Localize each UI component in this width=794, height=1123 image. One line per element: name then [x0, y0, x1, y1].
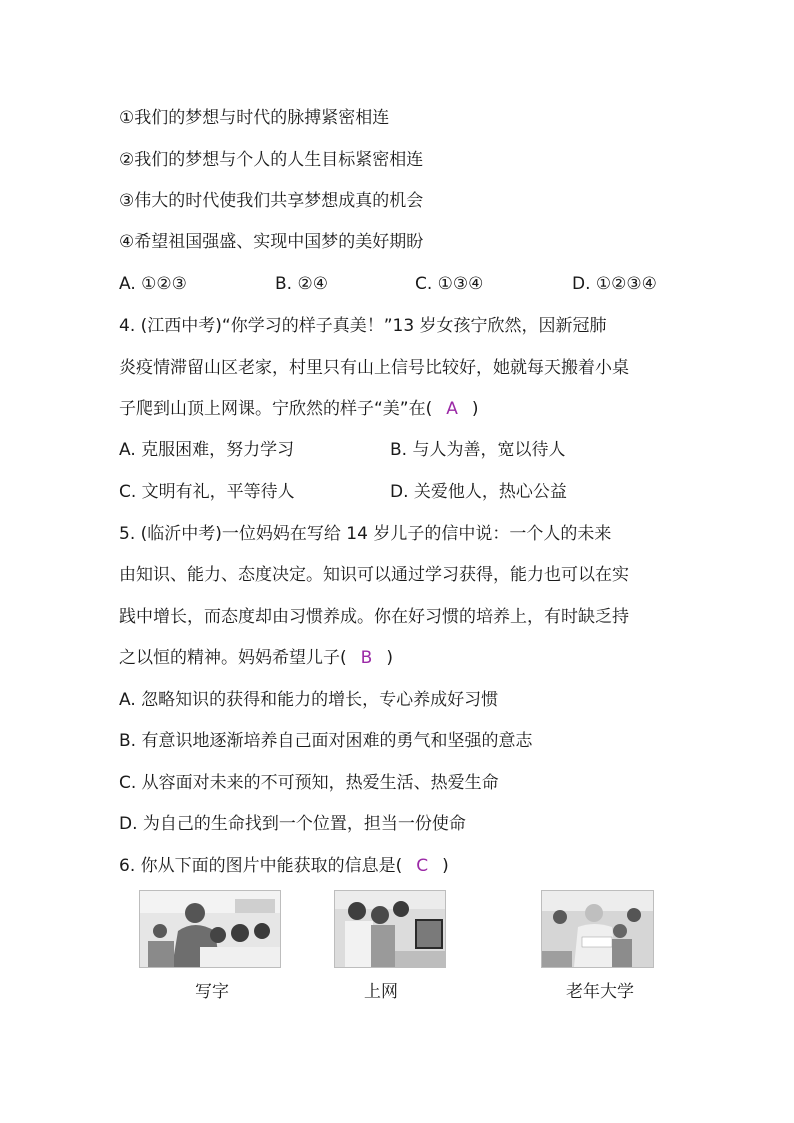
- statement-2: ②我们的梦想与个人的人生目标紧密相连: [119, 150, 424, 170]
- q4-line-1: 4. (江西中考)“你学习的样子真美！”13 岁女孩宁欣然，因新冠肺: [119, 316, 607, 336]
- q6-stem: [119, 854, 449, 878]
- q5-option-c: C. 从容面对未来的不可预知，热爱生活、热爱生命: [119, 773, 499, 793]
- q3-option-d: D. ①②③④: [572, 274, 657, 294]
- q4-option-d: D. 关爱他人，热心公益: [390, 482, 567, 502]
- q3-option-a: A. ①②③: [119, 274, 187, 294]
- q5-option-b: B. 有意识地逐渐培养自己面对困难的勇气和坚强的意志: [119, 731, 533, 751]
- q4-line-3: [119, 397, 479, 421]
- q5-option-d: D. 为自己的生命找到一个位置，担当一份使命: [119, 814, 466, 834]
- q5-paren-close: ): [386, 648, 393, 668]
- q3-option-c: C. ①③④: [415, 274, 484, 294]
- internet-photo: [334, 890, 446, 968]
- writing-photo: [139, 890, 281, 968]
- q5-line-3: 践中增长，而态度却由习惯养成。你在好习惯的培养上，有时缺乏持: [119, 607, 629, 627]
- q4-answer: A: [446, 399, 458, 419]
- q5-option-a: A. 忽略知识的获得和能力的增长，专心养成好习惯: [119, 690, 499, 710]
- q6-answer: C: [416, 856, 429, 876]
- q4-stem-end: 子爬到山顶上网课。宁欣然的样子“美”在(: [119, 399, 433, 419]
- statement-1: ①我们的梦想与时代的脉搏紧密相连: [119, 108, 390, 128]
- statement-3: ③伟大的时代使我们共享梦想成真的机会: [119, 191, 424, 211]
- q6-stem-text: 6. 你从下面的图片中能获取的信息是(: [119, 856, 403, 876]
- q4-option-c: C. 文明有礼，平等待人: [119, 482, 295, 502]
- q5-line-2: 由知识、能力、态度决定。知识可以通过学习获得，能力也可以在实: [119, 565, 629, 585]
- q4-option-b: B. 与人为善，宽以待人: [390, 440, 566, 460]
- q5-stem-end: 之以恒的精神。妈妈希望儿子(: [119, 648, 347, 668]
- q6-paren-close: ): [442, 856, 449, 876]
- caption-internet: 上网: [364, 982, 398, 1002]
- q3-option-b: B. ②④: [275, 274, 328, 294]
- statement-4: ④希望祖国强盛、实现中国梦的美好期盼: [119, 232, 424, 252]
- senior-university-photo: [541, 890, 654, 968]
- q5-line-1: 5. (临沂中考)一位妈妈在写给 14 岁儿子的信中说：一个人的未来: [119, 524, 612, 544]
- q4-line-2: 炎疫情滞留山区老家，村里只有山上信号比较好，她就每天搬着小桌: [119, 358, 629, 378]
- q5-line-4: [119, 646, 393, 670]
- caption-senior-university: 老年大学: [566, 982, 634, 1002]
- q4-paren-close: ): [471, 399, 479, 419]
- q4-option-a: A. 克服困难，努力学习: [119, 440, 295, 460]
- q5-answer: B: [360, 648, 373, 668]
- caption-writing: 写字: [195, 982, 229, 1002]
